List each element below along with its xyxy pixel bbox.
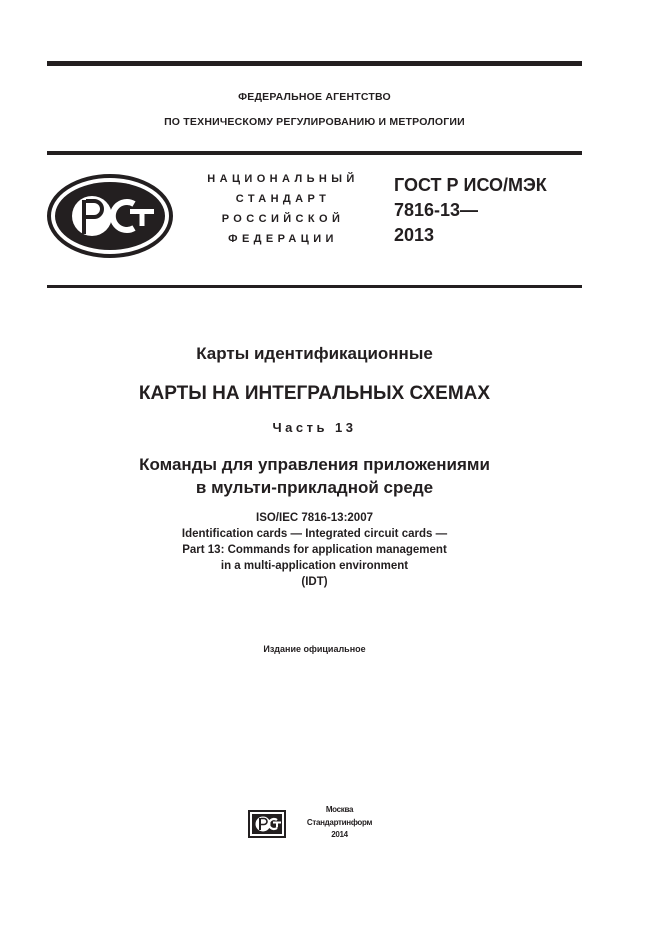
gost-designation-line-2: 7816-13— xyxy=(394,200,479,220)
publisher-name: Стандартинформ xyxy=(306,818,373,827)
top-rule xyxy=(47,61,582,66)
standard-line-4: ФЕДЕРАЦИИ xyxy=(228,233,338,245)
header-rule xyxy=(47,151,582,155)
agency-line-2: ПО ТЕХНИЧЕСКОМУ РЕГУЛИРОВАНИЮ И МЕТРОЛОГИИ xyxy=(164,116,465,128)
subtitle-line-1: Команды для управления приложениями xyxy=(139,455,490,474)
title-line-2: КАРТЫ НА ИНТЕГРАЛЬНЫХ СХЕМАХ xyxy=(138,383,491,404)
iso-line-5: (IDT) xyxy=(301,576,328,588)
gost-r-logo-icon xyxy=(46,173,174,259)
gost-designation-line-1: ГОСТ Р ИСО/МЭК xyxy=(394,175,547,195)
iso-line-3: Part 13: Commands for application management xyxy=(182,544,447,556)
standartinform-logo-icon xyxy=(248,810,286,838)
publisher-city: Москва xyxy=(325,805,354,814)
standard-line-3: РОССИЙСКОЙ xyxy=(221,213,345,225)
part-label: Часть 13 xyxy=(272,420,357,435)
subtitle-line-2: в мульти-прикладной среде xyxy=(195,478,434,497)
standard-line-1: НАЦИОНАЛЬНЫЙ xyxy=(207,173,359,185)
iso-line-2: Identification cards — Integrated circuit cards — xyxy=(181,528,448,540)
standard-line-2: СТАНДАРТ xyxy=(235,193,331,205)
gost-designation xyxy=(394,173,584,248)
agency-line-1: ФЕДЕРАЛЬНОЕ АГЕНТСТВО xyxy=(238,91,391,103)
title-line-1: Карты идентификационные xyxy=(196,344,433,363)
iso-line-4: in a multi-application environment xyxy=(220,560,409,572)
iso-line-1: ISO/IEC 7816-13:2007 xyxy=(256,512,373,524)
title-rule xyxy=(47,285,582,288)
gost-designation-line-3: 2013 xyxy=(394,225,435,245)
edition-label: Издание официальное xyxy=(263,644,366,654)
publisher-year: 2014 xyxy=(331,830,348,839)
